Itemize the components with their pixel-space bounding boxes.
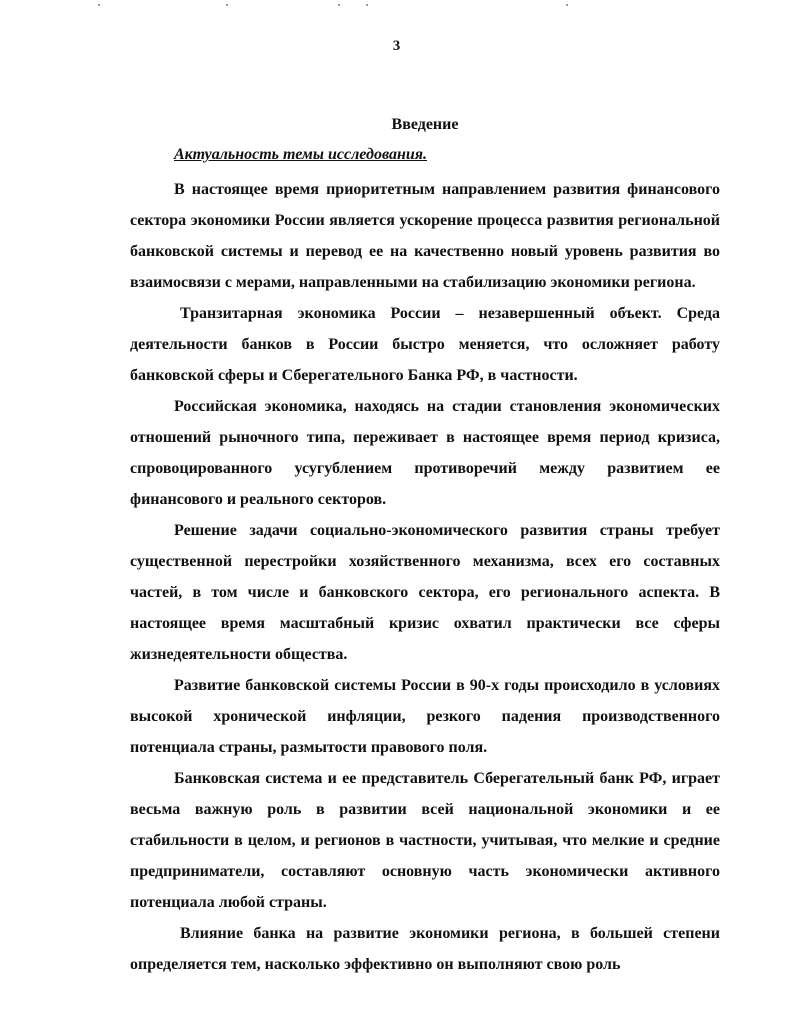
paragraph: Решение задачи социально-экономического развития страны требует существенной перестройки хозяйственного механизма, всех его составных частей, в том числе и банковского сектора, его регионального аспекта. В настоящее время масштабный кризис охватил практически все сферы жизнедеятельности общества. <box>130 522 720 663</box>
section-title: Введение <box>391 116 459 133</box>
paragraph: Влияние банка на развитие экономики региона, в большей степени определяется тем, насколько эффективно он выполняют свою роль <box>130 925 720 973</box>
page-number: 3 <box>392 38 401 54</box>
section-subtitle: Актуальность темы исследования. <box>174 146 427 163</box>
scan-dot <box>98 4 100 6</box>
scan-dot <box>566 4 568 6</box>
paragraph: Российская экономика, находясь на стадии становления экономических отношений рыночного типа, переживает в настоящее время период кризиса, спровоцированного усугублением противоречий между развитием ее финансового и реального секторов. <box>130 398 720 508</box>
scan-dot <box>366 4 368 6</box>
body-text <box>130 174 720 980</box>
scan-artifact-dots <box>0 4 793 10</box>
paragraph: Банковская система и ее представитель Сберегательный банк РФ, играет весьма важную роль в развитии всей национальной экономики и ее стабильности в целом, и регионов в частности, учитывая, что мелкие и средние предприниматели, составляют основную часть экономически активного потенциала любой страны. <box>130 770 720 911</box>
paragraph: В настоящее время приоритетным направлением развития финансового сектора экономики России является ускорение процесса развития региональной банковской системы и перевод ее на качественно новый уровень развития во взаимосвязи с мерами, направленными на стабилизацию экономики региона. <box>130 181 720 291</box>
scan-dot <box>338 4 340 6</box>
paragraph: Транзитарная экономика России – незавершенный объект. Среда деятельности банков в России быстро меняется, что осложняет работу банковской сферы и Сберегательного Банка РФ, в частности. <box>130 305 720 384</box>
scan-dot <box>226 4 228 6</box>
paragraph: Развитие банковской системы России в 90-х годы происходило в условиях высокой хронической инфляции, резкого падения производственного потенциала страны, размытости правового поля. <box>130 677 720 756</box>
